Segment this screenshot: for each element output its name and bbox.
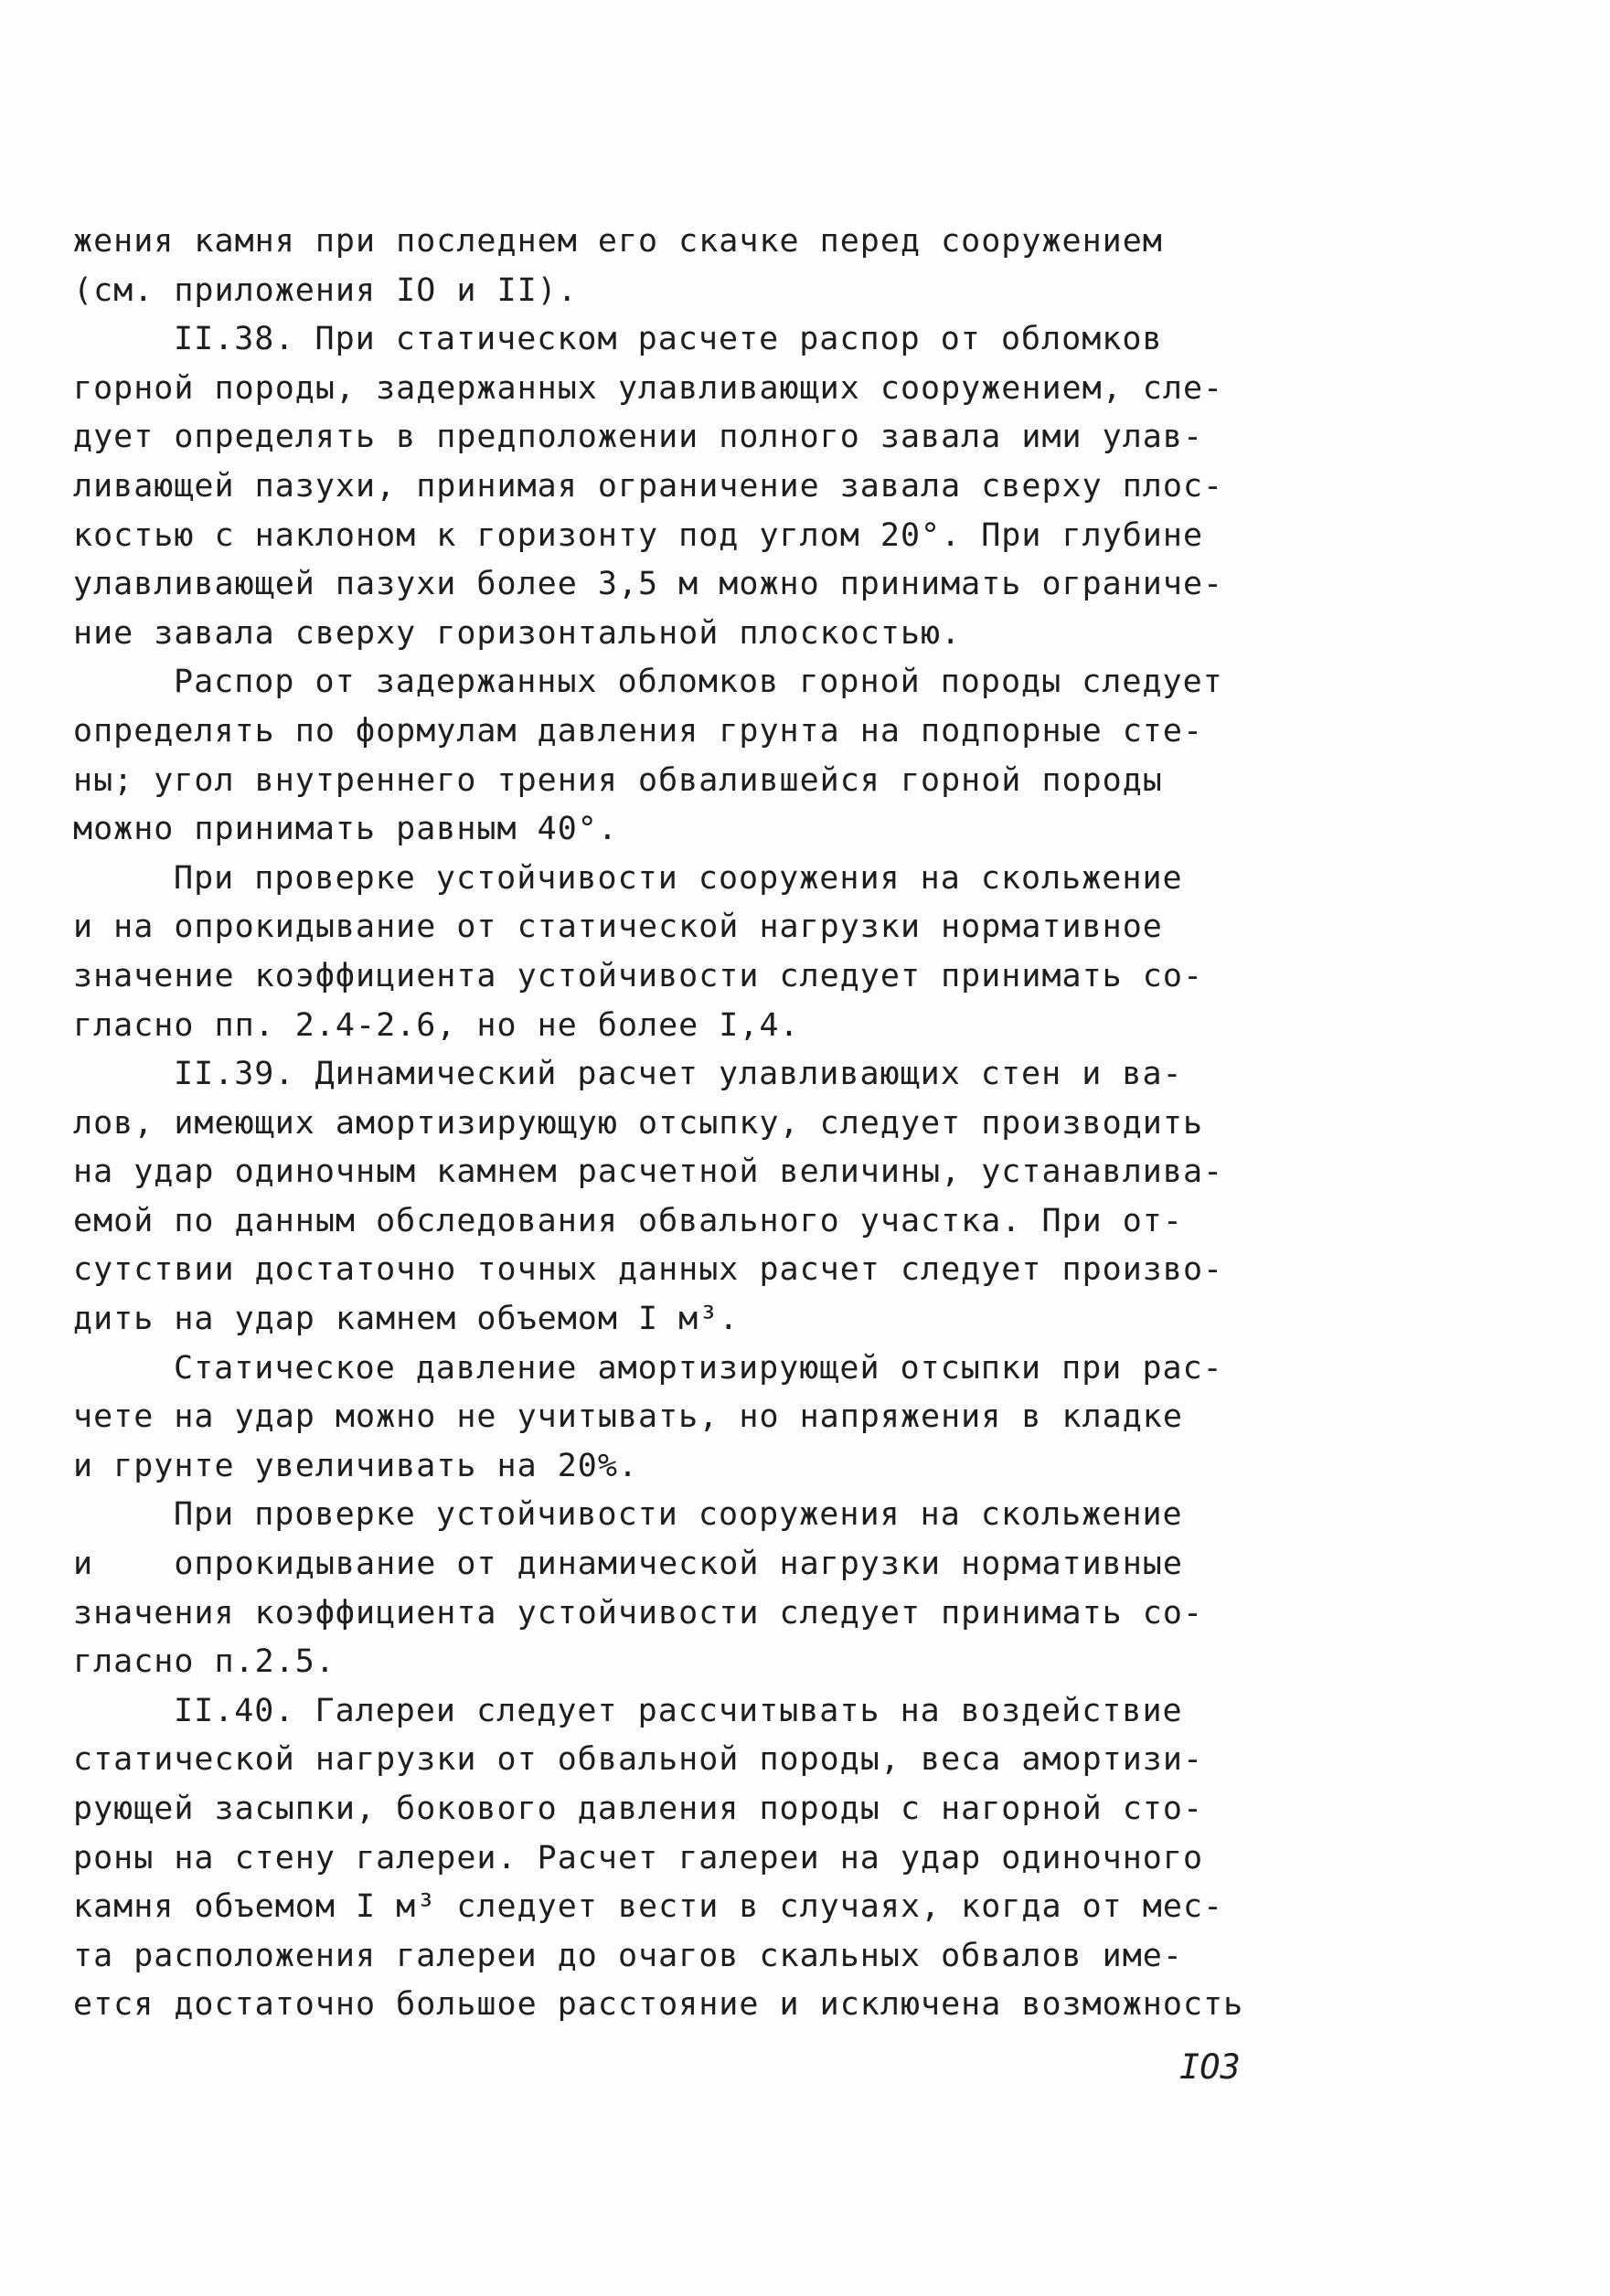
text-line: улавливающей пазухи более 3,5 м можно принимать ограниче- (73, 566, 1224, 603)
text-line: гласно пп. 2.4-2.6, но не более I,4. (73, 1006, 800, 1044)
text-line: на удар одиночным камнем расчетной величины, устанавлива- (73, 1153, 1224, 1191)
text-line: При проверке устойчивости сооружения на скольжение (174, 859, 1183, 897)
text-line: емой по данным обследования обвального участка. При от- (73, 1202, 1183, 1239)
text-line: (см. приложения IO и II). (73, 271, 578, 309)
text-line: костью с наклоном к горизонту под углом 20°. При глубине (73, 516, 1204, 554)
text-line: Статическое давление амортизирующей отсыпки при рас- (174, 1349, 1223, 1387)
text-line: и на опрокидывание от статической нагрузки нормативное (73, 909, 1163, 946)
text-line: значение коэффициента устойчивости следует принимать со- (73, 957, 1204, 994)
text-line: сутствии достаточно точных данных расчет следует произво- (73, 1251, 1224, 1289)
text-line: ется достаточно большое расстояние и исключена возможность (73, 1986, 1244, 2024)
text-line: и опрокидывание от динамической нагрузки нормативные (73, 1546, 1183, 1583)
text-line: горной породы, задержанных улавливающих сооружением, сле- (73, 369, 1224, 407)
text-line: II.39. Динамический расчет улавливающих стен и ва- (174, 1056, 1183, 1093)
text-line: лов, имеющих амортизирующую отсыпку, следует производить (73, 1104, 1204, 1142)
body-text (73, 218, 1280, 2030)
text-line: можно принимать равным 40°. (73, 811, 618, 848)
text-line: Распор от задержанных обломков горной породы следует (174, 664, 1223, 701)
text-line: камня объемом I м³ следует вести в случаях, когда от мес- (73, 1888, 1224, 1926)
page-number: IO3 (1179, 2047, 1241, 2087)
text-line: та расположения галереи до очагов скальных обвалов име- (73, 1937, 1183, 1974)
text-line: значения коэффициента устойчивости следует принимать со- (73, 1594, 1204, 1632)
text-line: статической нагрузки от обвальной породы, веса амортизи- (73, 1741, 1204, 1779)
text-line: жения камня при последнем его скачке перед сооружением (73, 223, 1163, 260)
text-line: роны на стену галереи. Расчет галереи на удар одиночного (73, 1839, 1204, 1876)
text-line: гласно п.2.5. (73, 1643, 336, 1681)
text-line: ливающей пазухи, принимая ограничение завала сверху плос- (73, 467, 1224, 505)
text-line: ны; угол внутреннего трения обвалившейся горной породы (73, 761, 1163, 799)
text-line: II.38. При статическом расчете распор от обломков (174, 321, 1163, 358)
text-line: определять по формулам давления грунта на подпорные сте- (73, 712, 1204, 749)
text-line: дить на удар камнем объемом I м³. (73, 1301, 740, 1338)
text-line: рующей засыпки, бокового давления породы с нагорной сто- (73, 1791, 1204, 1827)
text-line: При проверке устойчивости сооружения на скольжение (174, 1496, 1183, 1534)
text-line: дует определять в предположении полного завала ими улав- (73, 419, 1204, 456)
text-line: и грунте увеличивать на 20%. (73, 1447, 639, 1484)
text-line: II.40. Галереи следует рассчитывать на воздействие (174, 1692, 1183, 1729)
text-line: ние завала сверху горизонтальной плоскостью. (73, 614, 962, 652)
text-line: чете на удар можно не учитывать, но напряжения в кладке (73, 1398, 1183, 1436)
